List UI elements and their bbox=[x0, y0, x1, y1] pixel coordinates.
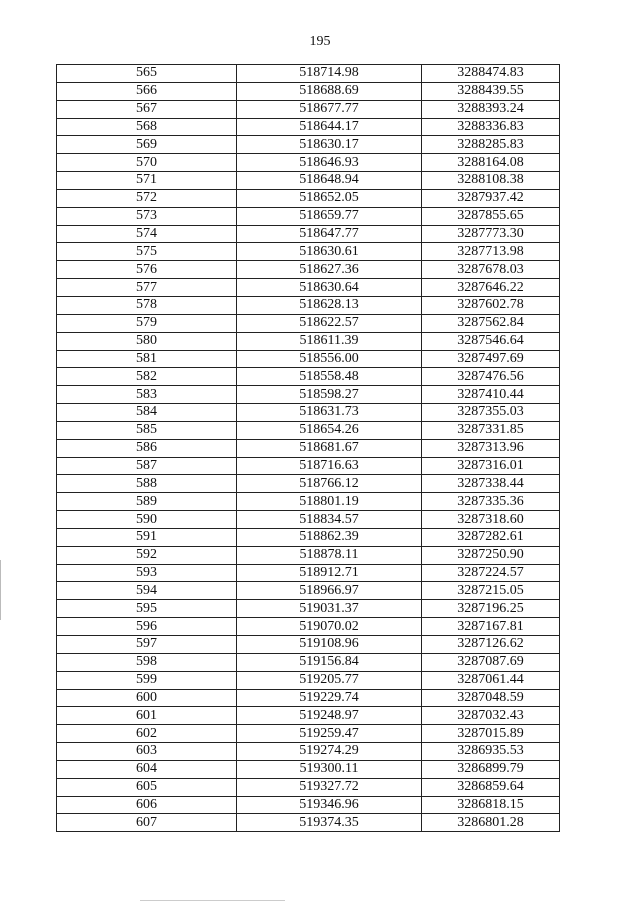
footer-rule bbox=[140, 900, 285, 901]
point-number-cell: 603 bbox=[57, 743, 237, 761]
x-coordinate-cell: 518878.11 bbox=[237, 546, 422, 564]
table-row bbox=[57, 814, 560, 832]
y-coordinate-cell: 3288393.24 bbox=[422, 100, 560, 118]
x-coordinate-cell: 519156.84 bbox=[237, 653, 422, 671]
y-coordinate-cell: 3288108.38 bbox=[422, 172, 560, 190]
point-number-cell: 575 bbox=[57, 243, 237, 261]
table-row bbox=[57, 82, 560, 100]
table-row bbox=[57, 707, 560, 725]
point-number-cell: 576 bbox=[57, 261, 237, 279]
point-number-cell: 582 bbox=[57, 368, 237, 386]
y-coordinate-cell: 3286801.28 bbox=[422, 814, 560, 832]
x-coordinate-cell: 518912.71 bbox=[237, 564, 422, 582]
y-coordinate-cell: 3287646.22 bbox=[422, 279, 560, 297]
table-row bbox=[57, 653, 560, 671]
x-coordinate-cell: 519108.96 bbox=[237, 636, 422, 654]
y-coordinate-cell: 3288474.83 bbox=[422, 65, 560, 83]
table-row bbox=[57, 243, 560, 261]
point-number-cell: 597 bbox=[57, 636, 237, 654]
table-row bbox=[57, 618, 560, 636]
table-row bbox=[57, 189, 560, 207]
y-coordinate-cell: 3287282.61 bbox=[422, 528, 560, 546]
table-row bbox=[57, 386, 560, 404]
y-coordinate-cell: 3287773.30 bbox=[422, 225, 560, 243]
point-number-cell: 585 bbox=[57, 421, 237, 439]
x-coordinate-cell: 518628.13 bbox=[237, 296, 422, 314]
x-coordinate-cell: 518644.17 bbox=[237, 118, 422, 136]
point-number-cell: 599 bbox=[57, 671, 237, 689]
point-number-cell: 591 bbox=[57, 528, 237, 546]
x-coordinate-cell: 518681.67 bbox=[237, 439, 422, 457]
page-number: 195 bbox=[309, 34, 331, 49]
y-coordinate-cell: 3287335.36 bbox=[422, 493, 560, 511]
point-number-cell: 595 bbox=[57, 600, 237, 618]
point-number-cell: 590 bbox=[57, 511, 237, 529]
point-number-cell: 593 bbox=[57, 564, 237, 582]
x-coordinate-cell: 519248.97 bbox=[237, 707, 422, 725]
table-row bbox=[57, 582, 560, 600]
scan-edge-mark bbox=[0, 560, 1, 620]
point-number-cell: 606 bbox=[57, 796, 237, 814]
point-number-cell: 584 bbox=[57, 404, 237, 422]
y-coordinate-cell: 3287338.44 bbox=[422, 475, 560, 493]
table-row bbox=[57, 528, 560, 546]
y-coordinate-cell: 3287061.44 bbox=[422, 671, 560, 689]
y-coordinate-cell: 3287316.01 bbox=[422, 457, 560, 475]
x-coordinate-cell: 518766.12 bbox=[237, 475, 422, 493]
x-coordinate-cell: 519259.47 bbox=[237, 725, 422, 743]
y-coordinate-cell: 3287562.84 bbox=[422, 314, 560, 332]
table-row bbox=[57, 154, 560, 172]
table-row bbox=[57, 404, 560, 422]
table-row bbox=[57, 314, 560, 332]
point-number-cell: 596 bbox=[57, 618, 237, 636]
x-coordinate-cell: 518862.39 bbox=[237, 528, 422, 546]
point-number-cell: 566 bbox=[57, 82, 237, 100]
x-coordinate-cell: 518647.77 bbox=[237, 225, 422, 243]
table-row bbox=[57, 725, 560, 743]
x-coordinate-cell: 518558.48 bbox=[237, 368, 422, 386]
x-coordinate-cell: 518630.64 bbox=[237, 279, 422, 297]
table-row bbox=[57, 671, 560, 689]
y-coordinate-cell: 3288285.83 bbox=[422, 136, 560, 154]
x-coordinate-cell: 519070.02 bbox=[237, 618, 422, 636]
table-row bbox=[57, 136, 560, 154]
y-coordinate-cell: 3286935.53 bbox=[422, 743, 560, 761]
table-row bbox=[57, 796, 560, 814]
y-coordinate-cell: 3287476.56 bbox=[422, 368, 560, 386]
table-row bbox=[57, 421, 560, 439]
table-row bbox=[57, 118, 560, 136]
y-coordinate-cell: 3287048.59 bbox=[422, 689, 560, 707]
y-coordinate-cell: 3287678.03 bbox=[422, 261, 560, 279]
table-row bbox=[57, 100, 560, 118]
point-number-cell: 579 bbox=[57, 314, 237, 332]
x-coordinate-cell: 519346.96 bbox=[237, 796, 422, 814]
x-coordinate-cell: 518631.73 bbox=[237, 404, 422, 422]
x-coordinate-cell: 518801.19 bbox=[237, 493, 422, 511]
x-coordinate-cell: 519374.35 bbox=[237, 814, 422, 832]
y-coordinate-cell: 3287196.25 bbox=[422, 600, 560, 618]
y-coordinate-cell: 3288336.83 bbox=[422, 118, 560, 136]
table-row bbox=[57, 636, 560, 654]
x-coordinate-cell: 519300.11 bbox=[237, 760, 422, 778]
point-number-cell: 594 bbox=[57, 582, 237, 600]
point-number-cell: 600 bbox=[57, 689, 237, 707]
y-coordinate-cell: 3287015.89 bbox=[422, 725, 560, 743]
point-number-cell: 587 bbox=[57, 457, 237, 475]
y-coordinate-cell: 3287602.78 bbox=[422, 296, 560, 314]
point-number-cell: 598 bbox=[57, 653, 237, 671]
y-coordinate-cell: 3287224.57 bbox=[422, 564, 560, 582]
point-number-cell: 583 bbox=[57, 386, 237, 404]
x-coordinate-cell: 519327.72 bbox=[237, 778, 422, 796]
table-row bbox=[57, 511, 560, 529]
point-number-cell: 570 bbox=[57, 154, 237, 172]
point-number-cell: 578 bbox=[57, 296, 237, 314]
table-row bbox=[57, 689, 560, 707]
point-number-cell: 592 bbox=[57, 546, 237, 564]
y-coordinate-cell: 3287318.60 bbox=[422, 511, 560, 529]
y-coordinate-cell: 3287215.05 bbox=[422, 582, 560, 600]
point-number-cell: 565 bbox=[57, 65, 237, 83]
y-coordinate-cell: 3287355.03 bbox=[422, 404, 560, 422]
point-number-cell: 568 bbox=[57, 118, 237, 136]
table-row bbox=[57, 279, 560, 297]
x-coordinate-cell: 519205.77 bbox=[237, 671, 422, 689]
coordinates-table bbox=[56, 64, 560, 832]
y-coordinate-cell: 3287713.98 bbox=[422, 243, 560, 261]
table-row bbox=[57, 600, 560, 618]
x-coordinate-cell: 518652.05 bbox=[237, 189, 422, 207]
point-number-cell: 572 bbox=[57, 189, 237, 207]
y-coordinate-cell: 3287497.69 bbox=[422, 350, 560, 368]
table-row bbox=[57, 261, 560, 279]
x-coordinate-cell: 518622.57 bbox=[237, 314, 422, 332]
x-coordinate-cell: 518648.94 bbox=[237, 172, 422, 190]
point-number-cell: 586 bbox=[57, 439, 237, 457]
x-coordinate-cell: 518646.93 bbox=[237, 154, 422, 172]
table-row bbox=[57, 778, 560, 796]
x-coordinate-cell: 518834.57 bbox=[237, 511, 422, 529]
y-coordinate-cell: 3287313.96 bbox=[422, 439, 560, 457]
y-coordinate-cell: 3288164.08 bbox=[422, 154, 560, 172]
y-coordinate-cell: 3287937.42 bbox=[422, 189, 560, 207]
coordinates-table-body bbox=[57, 65, 560, 832]
y-coordinate-cell: 3287331.85 bbox=[422, 421, 560, 439]
table-row bbox=[57, 296, 560, 314]
point-number-cell: 569 bbox=[57, 136, 237, 154]
x-coordinate-cell: 519274.29 bbox=[237, 743, 422, 761]
table-row bbox=[57, 743, 560, 761]
y-coordinate-cell: 3287855.65 bbox=[422, 207, 560, 225]
y-coordinate-cell: 3287250.90 bbox=[422, 546, 560, 564]
point-number-cell: 580 bbox=[57, 332, 237, 350]
point-number-cell: 574 bbox=[57, 225, 237, 243]
point-number-cell: 571 bbox=[57, 172, 237, 190]
x-coordinate-cell: 519031.37 bbox=[237, 600, 422, 618]
y-coordinate-cell: 3286859.64 bbox=[422, 778, 560, 796]
point-number-cell: 573 bbox=[57, 207, 237, 225]
x-coordinate-cell: 518630.61 bbox=[237, 243, 422, 261]
table-row bbox=[57, 225, 560, 243]
point-number-cell: 607 bbox=[57, 814, 237, 832]
point-number-cell: 589 bbox=[57, 493, 237, 511]
x-coordinate-cell: 518688.69 bbox=[237, 82, 422, 100]
y-coordinate-cell: 3287032.43 bbox=[422, 707, 560, 725]
table-row bbox=[57, 475, 560, 493]
x-coordinate-cell: 518611.39 bbox=[237, 332, 422, 350]
point-number-cell: 588 bbox=[57, 475, 237, 493]
table-row bbox=[57, 65, 560, 83]
x-coordinate-cell: 518627.36 bbox=[237, 261, 422, 279]
y-coordinate-cell: 3288439.55 bbox=[422, 82, 560, 100]
x-coordinate-cell: 518630.17 bbox=[237, 136, 422, 154]
point-number-cell: 577 bbox=[57, 279, 237, 297]
point-number-cell: 581 bbox=[57, 350, 237, 368]
point-number-cell: 605 bbox=[57, 778, 237, 796]
y-coordinate-cell: 3287126.62 bbox=[422, 636, 560, 654]
table-row bbox=[57, 172, 560, 190]
y-coordinate-cell: 3286899.79 bbox=[422, 760, 560, 778]
table-row bbox=[57, 207, 560, 225]
table-row bbox=[57, 368, 560, 386]
x-coordinate-cell: 518556.00 bbox=[237, 350, 422, 368]
table-row bbox=[57, 760, 560, 778]
table-row bbox=[57, 350, 560, 368]
x-coordinate-cell: 519229.74 bbox=[237, 689, 422, 707]
y-coordinate-cell: 3287087.69 bbox=[422, 653, 560, 671]
y-coordinate-cell: 3287546.64 bbox=[422, 332, 560, 350]
y-coordinate-cell: 3287167.81 bbox=[422, 618, 560, 636]
table-row bbox=[57, 564, 560, 582]
x-coordinate-cell: 518714.98 bbox=[237, 65, 422, 83]
x-coordinate-cell: 518677.77 bbox=[237, 100, 422, 118]
table-row bbox=[57, 546, 560, 564]
table-row bbox=[57, 332, 560, 350]
x-coordinate-cell: 518716.63 bbox=[237, 457, 422, 475]
x-coordinate-cell: 518659.77 bbox=[237, 207, 422, 225]
y-coordinate-cell: 3287410.44 bbox=[422, 386, 560, 404]
table-row bbox=[57, 457, 560, 475]
x-coordinate-cell: 518598.27 bbox=[237, 386, 422, 404]
point-number-cell: 602 bbox=[57, 725, 237, 743]
table-row bbox=[57, 439, 560, 457]
y-coordinate-cell: 3286818.15 bbox=[422, 796, 560, 814]
point-number-cell: 567 bbox=[57, 100, 237, 118]
point-number-cell: 604 bbox=[57, 760, 237, 778]
x-coordinate-cell: 518654.26 bbox=[237, 421, 422, 439]
x-coordinate-cell: 518966.97 bbox=[237, 582, 422, 600]
table-row bbox=[57, 493, 560, 511]
point-number-cell: 601 bbox=[57, 707, 237, 725]
